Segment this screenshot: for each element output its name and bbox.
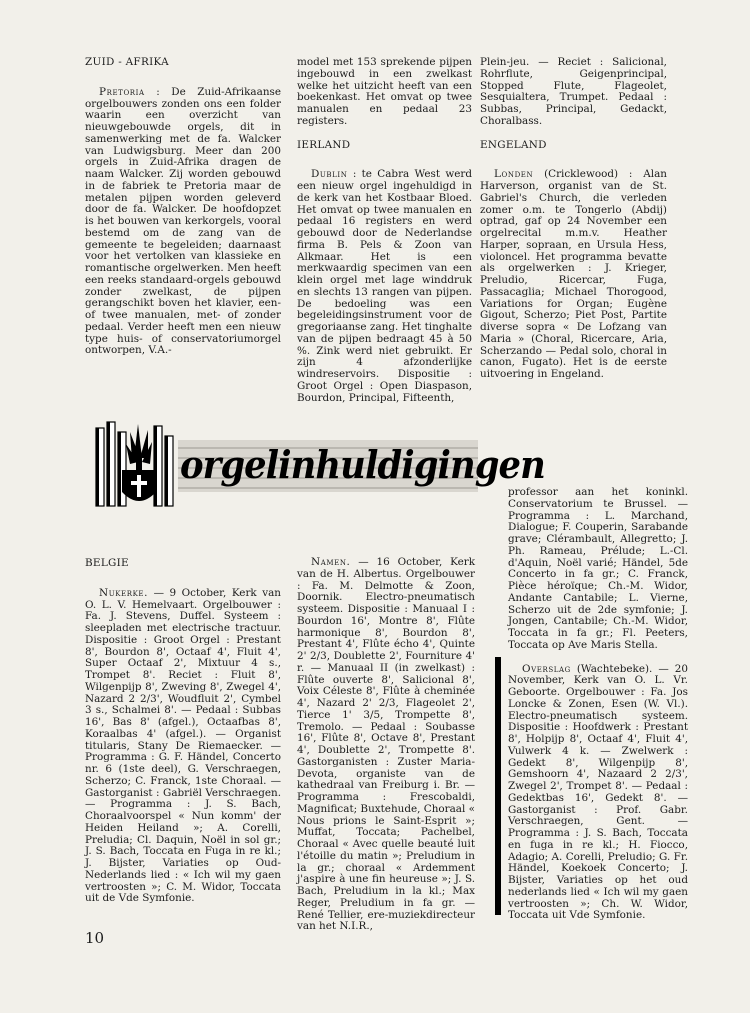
belgie-column — [85, 558, 281, 905]
namen-article — [297, 557, 475, 933]
page-number: 10 — [85, 929, 105, 947]
city-pretoria: Pretoria — [99, 85, 145, 98]
overslag-text: (Wachtebeke). — 20 November, Kerk van O. L. Vr. Geboorte. Orgelbouwer : Fa. Jos Loncke & Zonen, Esen (W. Vl.). Electro-pneumatisch systeem. Dispositie : Hoofdwerk : Prestant 8', Holpijp 8', Octaaf 4', Fluit 4', Vulwerk 4 k. — Zwelwerk : Gedekt 8', Wilgenpijp 8', Gemshoorn 4', Nazaard 2 2/3', Zwegel 2', Trompet 8'. — Pedaal : Gedektbas 16', Gedekt 8'. — Gastorganist : Prof. Gabr. Verschraegen, Gent. — Programma : J. S. Bach, Toccata en fuga in re kl.; H. Fiocco, Adagio; A. Corelli, Preludio; G. Fr. Händel, Koekoek Concerto; J. Bijster, Variaties op het oud nederlands lied « Ich wil my gaen vertroosten »; Ch. W. Widor, Toccata uit Vde Symfonie. — [508, 662, 688, 922]
city-dublin: Dublin — [311, 168, 348, 181]
city-overslag: Overslag — [522, 662, 571, 675]
zuid-afrika-text: : De Zuid-Afrikaanse orgelbouwers zonden ons een folder waarin een overzicht van nieuwgebouwde orgels, dit in samenwerking met de fa. Walcker van Ludwigsburg. Meer dan 200 orgels in Zuid-Afrika dragen de naam Walcker. Zij worden gebouwd in de fabriek te Pretoria maar de metalen pijpen worden geleverd door de fa. Walcker. De hoofdopzet is het bouwen van kerkorgels, vooral bestemd om de zang van de gemeente te begeleiden; daarnaast voor het vertolken van klassieke en romantische orgelwerken. Men heeft een reeks standaard-orgels gebouwd zonder zwelkast, de pijpen gerangschikt boven het klavier, een- of twee manualen, met- of zonder pedaal. Verder heeft men een nieuw type huis- of conservatoriumorgel ontworpen, V.A.- — [85, 85, 281, 357]
ierland-continuation: Plein-jeu. — Reciet : Salicional, Rohrflute, Geigenprincipal, Stopped Flute, Flageolet, Sesquialtera, Trumpet. Pedaal : Subbas, Principal, Gedackt, Choralbass. — [480, 56, 667, 127]
ierland-article — [297, 169, 472, 404]
engeland-column — [480, 57, 667, 381]
overslag-column — [508, 487, 688, 922]
nukerke-text: — 9 October, Kerk van O. L. V. Hemelvaart. Orgelbouwer : Fa. J. Stevens, Duffel. Systeem : sleepladen met electrische tractuur. Dispositie : Groot Orgel : Prestant 8', Bourdon 8', Octaaf 4', Fluit 4', Super Octaaf 2', Mixtuur 4 s., Trompet 8'. Reciet : Fluit 8', Wilgenpijp 8', Zweving 8', Zwegel 4', Nazard 2 2/3', Woudfluit 2', Cymbel 3 s., Schalmei 8'. — Pedaal : Subbas 16', Bas 8' (afgel.), Octaafbas 8', Koraalbas 4' (afgel.). — Organist titularis, Stany De Riemaecker. — Programma : G. F. Händel, Concerto nr. 6 (1ste deel), G. Verschraegen, Scherzo; C. Franck, 1ste Choraal. — Gastorganist : Gabriël Verschraegen. — Programma : J. S. Bach, Choraalvoorspel « Nun komm' der Heiden Heiland »; A. Corelli, Preludia; Cl. Daquin, Noël in sol gr.; J. S. Bach, Toccata en Fuga in re kl.; J. Bijster, Variaties op Oud-Nederlands lied : « Ich wil my gaen vertroosten »; C. M. Widor, Toccata uit de Vde Symfonie. — [85, 586, 281, 905]
city-nukerke: Nukerke. — [99, 586, 149, 599]
orgelinhuldigingen-banner — [92, 418, 545, 514]
namen-column — [297, 557, 475, 933]
namen-continuation: professor aan het koninkl. Conservatorium te Brussel. — Programma : L. Marchand, Dialogue; F. Couperin, Sarabande grave; Clérambault, Allegretto; J. Ph. Rameau, Prélude; L.-Cl. d'Aquin, Noël varié; Händel, 5de Concerto in fa gr.; C. Franck, Pièce héroïque; Ch.-M. Widor, Andante Cantabile; L. Vierne, Scherzo uit de 2de symfonie; J. Jongen, Cantabile; Ch.-M. Widor, Toccata in fa gr.; Fl. Peeters, Toccata op Ave Maris Stella. — [508, 486, 688, 651]
city-londen: Londen — [494, 168, 534, 181]
zuid-afrika-continuation: model met 153 sprekende pijpen ingebouwd in een zwelkast welke het uitzicht heeft van een boekenkast. Het omvat op twee manualen en pedaal 23 registers. — [297, 56, 472, 127]
namen-text: — 16 October, Kerk van de H. Albertus. Orgelbouwer : Fa. M. Delmotte & Zoon, Doornik. Electro-pneumatisch systeem. Dispositie : Manuaal I : Bourdon 16', Montre 8', Flûte harmonique 8', Bourdon 8', Prestant 4', Flûte écho 4', Quinte 2' 2/3, Doublette 2', Fourniture 4' r. — Manuaal II (in zwelkast) : Flûte ouverte 8', Salicional 8', Voix Céleste 8', Flûte à cheminée 4', Nazard 2' 2/3, Flageolet 2', Tierce 1' 3/5, Trompette 8', Tremolo. — Pedaal : Soubasse 16', Flûte 8', Octave 8', Prestant 4', Doublette 2', Trompette 8'. Gastorganisten : Zuster Maria-Devota, organiste van de kathedraal van Freiburg i. Br. — Programma : Frescobaldi, Magnificat; Buxtehude, Choraal « Nous prions le Saint-Esprit »; Muffat, Toccata; Pachelbel, Choraal « Avec quelle beauté luit l'étoille du matin »; Preludium in la gr.; choraal « Ardemment j'aspire à une fin heureuse »; J. S. Bach, Preludium in la kl.; Max Reger, Preludium in fa gr. — René Tellier, ere-muziekdirecteur van het N.I.R., — [297, 556, 475, 933]
nukerke-article — [85, 588, 281, 905]
section-title-zuid-afrika: ZUID - AFRIKA — [85, 56, 169, 68]
ierland-text: : te Cabra West werd een nieuw orgel ingehuldigd in de kerk van het Kostbaar Bloed. Het omvat op twee manualen en pedaal 16 registers en werd gebouwd door de Nederlandse firma B. Pels & Zoon van Alkmaar. Het is een merkwaardig specimen van een klein orgel met lage winddruk en slechts 13 rangen van pijpen. De bedoeling was een begeleidingsinstrument voor de gregoriaanse zang. Het tinghalte van de pijpen bedraagt 45 à 50 %. Zink werd niet gebruikt. Er zijn 4 afzonderlijke windreservoirs. Dispositie : Groot Orgel : Open Diaspason, Bourdon, Principal, Fifteenth, — [297, 168, 472, 404]
vertical-rule — [495, 657, 501, 915]
section-title-engeland: ENGELAND — [480, 138, 547, 151]
zuid-afrika-column — [85, 57, 281, 357]
section-title-ierland: IERLAND — [297, 138, 351, 151]
overslag-article — [508, 664, 688, 923]
engeland-text: (Cricklewood) : Alan Harverson, organist van de St. Gabriel's Church, die verleden zomer o.m. te Tongerlo (Abdij) optrad, gaf op 24 November een orgelrecital m.m.v. Heather Harper, sopraan, en Ursula Hess, violoncel. Het programma bevatte als orgelwerken : J. Krieger, Preludio, Ricercar, Fuga, Passacaglia; Michael Thorogood, Variations for Organ; Eugène Gigout, Scherzo; Piet Post, Partite diverse sopra « De Lofzang van Maria » (Choral, Ricercare, Aria, Scherzando — Pedal solo, choral in canon, Fugato). Het is de eerste uitvoering in Engeland. — [480, 168, 667, 380]
ierland-column — [297, 57, 472, 404]
zuid-afrika-article — [85, 87, 281, 357]
section-title-belgie: BELGIE — [85, 557, 129, 569]
engeland-article — [480, 169, 667, 381]
city-namen: Namen. — [311, 556, 351, 568]
banner-title: orgelinhuldigingen — [180, 442, 545, 487]
